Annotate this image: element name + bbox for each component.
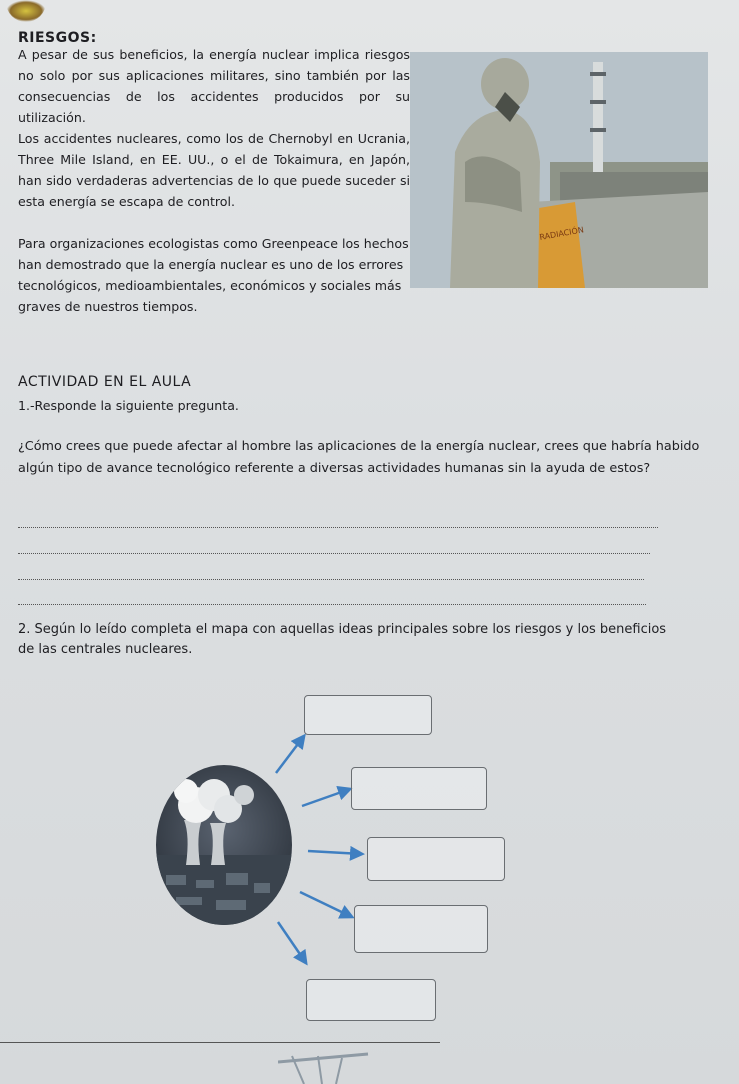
arrow-to-box-4 — [300, 892, 352, 917]
footer-decoration — [278, 1048, 378, 1084]
arrow-to-box-3 — [308, 851, 362, 854]
question-1-text: ¿Cómo crees que puede afectar al hombre las aplicaciones de la energía nuclear, crees que habría habido algún tipo de avance tecnológico referente a diversas actividades humanas sin la ayuda de estos? — [18, 439, 700, 476]
concept-box-3[interactable] — [367, 837, 505, 881]
activity-title: ACTIVIDAD EN EL AULA — [18, 374, 192, 390]
concept-box-2[interactable] — [351, 767, 487, 810]
page-bottom-rule — [0, 1042, 440, 1043]
paragraph-greenpeace: Para organizaciones ecologistas como Greenpeace los hechos han demostrado que la energía nuclear es uno de los errores tecnológicos, medioambientales, económicos y sociales más graves de nuestros tiempos. — [18, 236, 409, 314]
concept-box-5[interactable] — [306, 979, 436, 1021]
concept-box-4[interactable] — [354, 905, 488, 953]
question-2-text: 2. Según lo leído completa el mapa con aquellas ideas principales sobre los riesgos y los beneficios de las centrales nucleares. — [18, 622, 667, 657]
concept-box-1[interactable] — [304, 695, 432, 735]
paragraph-intro: A pesar de sus beneficios, la energía nuclear implica riesgos no solo por sus aplicaciones militares, sino también por las consecuencias de los accidentes producidos por su utilización. — [18, 47, 410, 125]
arrow-to-box-1 — [276, 736, 304, 773]
page-heading: RIESGOS: — [18, 30, 97, 46]
question-1-instruction: 1.-Responde la siguiente pregunta. — [18, 398, 239, 413]
radiation-sign-text: RADIACIÓN — [538, 225, 585, 242]
arrow-to-box-5 — [278, 922, 306, 963]
arrow-to-box-2 — [302, 789, 350, 806]
paragraph-accidents: Los accidentes nucleares, como los de Chernobyl en Ucrania, Three Mile Island, en EE. UU., o el de Tokaimura, en Japón, han sido verdaderas advertencias de lo que puede suceder si esta energía se escapa de control. — [18, 131, 410, 209]
